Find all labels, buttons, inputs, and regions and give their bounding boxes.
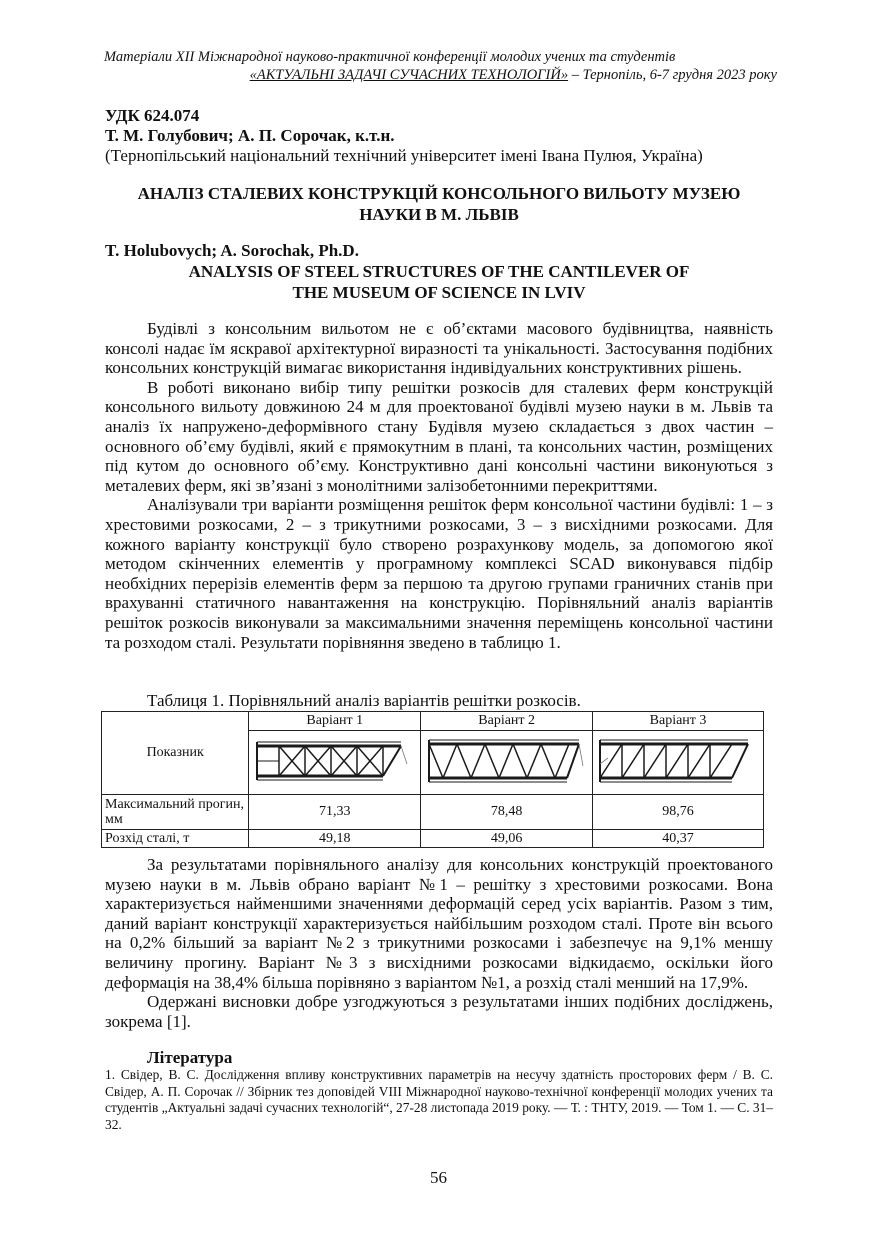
conference-header	[100, 48, 777, 84]
table-cell: 49,06	[421, 830, 593, 848]
title-en-line: THE MUSEUM OF SCIENCE IN LVIV	[292, 283, 586, 302]
variant-header: Варіант 1	[249, 712, 421, 731]
variant-diagram-cell	[593, 731, 764, 795]
variant-diagram-cell	[249, 731, 421, 795]
conference-header-line1: Матеріали XII Міжнародної науково-практичної конференції молодих учених та студентів	[104, 49, 676, 65]
row-label: Максимальний прогин, мм	[102, 795, 249, 830]
paragraph: Будівлі з консольним вильотом не є об’єктами масового будівництва, наявність консолі надає їм яскравої архітектурної виразності та унікальності. Застосування подібних консольних конструкцій вимагає використання індивідуальних конструктивних рішень.	[105, 319, 773, 378]
comparison-table	[101, 711, 764, 848]
references-heading: Література	[147, 1048, 233, 1067]
triangular-bracing-truss-icon	[427, 734, 587, 790]
conference-name: «АКТУАЛЬНІ ЗАДАЧІ СУЧАСНИХ ТЕХНОЛОГІЙ»	[249, 67, 569, 83]
authors-en: T. Holubovych; A. Sorochak, Ph.D.	[105, 241, 359, 260]
reference-item: 1. Свідер, В. С. Дослідження впливу конструктивних параметрів на несучу здатність просторових ферм / В. С. Свідер, А. П. Сорочак // Збірник тез доповідей VIII Міжнародної науково-технічної конференції молодих учених та студентів „Актуальні задачі сучасних технологій“, 27-28 листопада 2019 року. — Т. : ТНТУ, 2019. — Том 1. — С. 31–32.	[105, 1067, 773, 1132]
title-en	[105, 261, 773, 303]
row-label: Розхід сталі, т	[102, 830, 249, 848]
authors-ua: Т. М. Голубович; А. П. Сорочак, к.т.н.	[105, 126, 395, 145]
page-number: 56	[430, 1168, 447, 1187]
table-cell: 98,76	[593, 795, 764, 830]
table-header-row	[102, 712, 764, 731]
paragraph: Одержані висновки добре узгоджуються з результатами інших подібних досліджень, зокрема [1].	[105, 992, 773, 1031]
variant-diagram-cell	[421, 731, 593, 795]
paragraph: За результатами порівняльного аналізу для консольних конструкцій проектованого музею науки в м. Львів обрано варіант №1 – решітку з хрестовими розкосами. Вона характеризується найменшими значеннями деформацій серед усіх варіантів. Разом з тим, даний варіант конструкції характеризується найбільшим розходом сталі. Проте він всього на 0,2% більший за варіант №2 з трикутними розкосами і забезпечує на 9,1% меншу величину прогину. Варіант №3 з висхідними розкосами відкидаємо, оскільки його деформація на 38,4% більша порівняно з варіантом №1, а розхід сталі менший на 17,9%.	[105, 855, 773, 992]
header-label-cell: Показник	[102, 712, 249, 795]
variant-header: Варіант 3	[593, 712, 764, 731]
variant-header: Варіант 2	[421, 712, 593, 731]
conference-place-date: – Тернопіль, 6-7 грудня 2023 року	[568, 67, 777, 83]
title-en-line: ANALYSIS OF STEEL STRUCTURES OF THE CANTILEVER OF	[188, 262, 690, 281]
affiliation: (Тернопільський національний технічний університет імені Івана Пулюя, Україна)	[105, 146, 703, 165]
table-row	[102, 795, 764, 830]
table-cell: 49,18	[249, 830, 421, 848]
table-cell: 78,48	[421, 795, 593, 830]
table-row	[102, 830, 764, 848]
table-cell: 40,37	[593, 830, 764, 848]
ascending-bracing-truss-icon	[598, 734, 758, 790]
title-ua	[105, 183, 773, 225]
conference-header-line2	[100, 66, 777, 84]
table-caption: Таблиця 1. Порівняльний аналіз варіантів решітки розкосів.	[147, 691, 581, 710]
body-text-bottom	[105, 855, 773, 1031]
cross-bracing-truss-icon	[255, 734, 415, 790]
udk-code: УДК 624.074	[105, 106, 200, 125]
body-text-top	[105, 319, 773, 652]
table-cell: 71,33	[249, 795, 421, 830]
paragraph: Аналізували три варіанти розміщення решіток ферм консольної частини будівлі: 1 – з хрестовими розкосами, 2 – з трикутними розкосами, 3 – з висхідними розкосами. Для кожного варіанту конструкції було створено розрахункову модель, за допомогою якої методом скінченних елементів у програмному комплексі SCAD виконувався підбір необхідних перерізів елементів ферм за першою та другою групами граничних станів при врахуванні статичного навантаження на конструкцію. Порівняльний аналіз варіантів решіток розкосів виконували за максимальними значення переміщень консольної частини та розходом сталі. Результати порівняння зведено в таблицю 1.	[105, 495, 773, 652]
paragraph: В роботі виконано вибір типу решітки розкосів для сталевих ферм конструкцій консольного вильоту довжиною 24 м для проектованої будівлі музею науки в м. Львів та аналіз їх напружено-деформівного стану Будівля музею складається з двох частин – основного об’єму будівлі, який є прямокутним в плані, та консольних частин, розміщених під кутом до основного об’єму. Конструктивно дані консольні частини виконуються з металевих ферм, які зв’язані з монолітними залізобетонними перекриттями.	[105, 377, 773, 495]
title-ua-line: АНАЛІЗ СТАЛЕВИХ КОНСТРУКЦІЙ КОНСОЛЬНОГО ВИЛЬОТУ МУЗЕЮ	[137, 184, 741, 203]
title-ua-line: НАУКИ В М. ЛЬВІВ	[359, 205, 519, 224]
